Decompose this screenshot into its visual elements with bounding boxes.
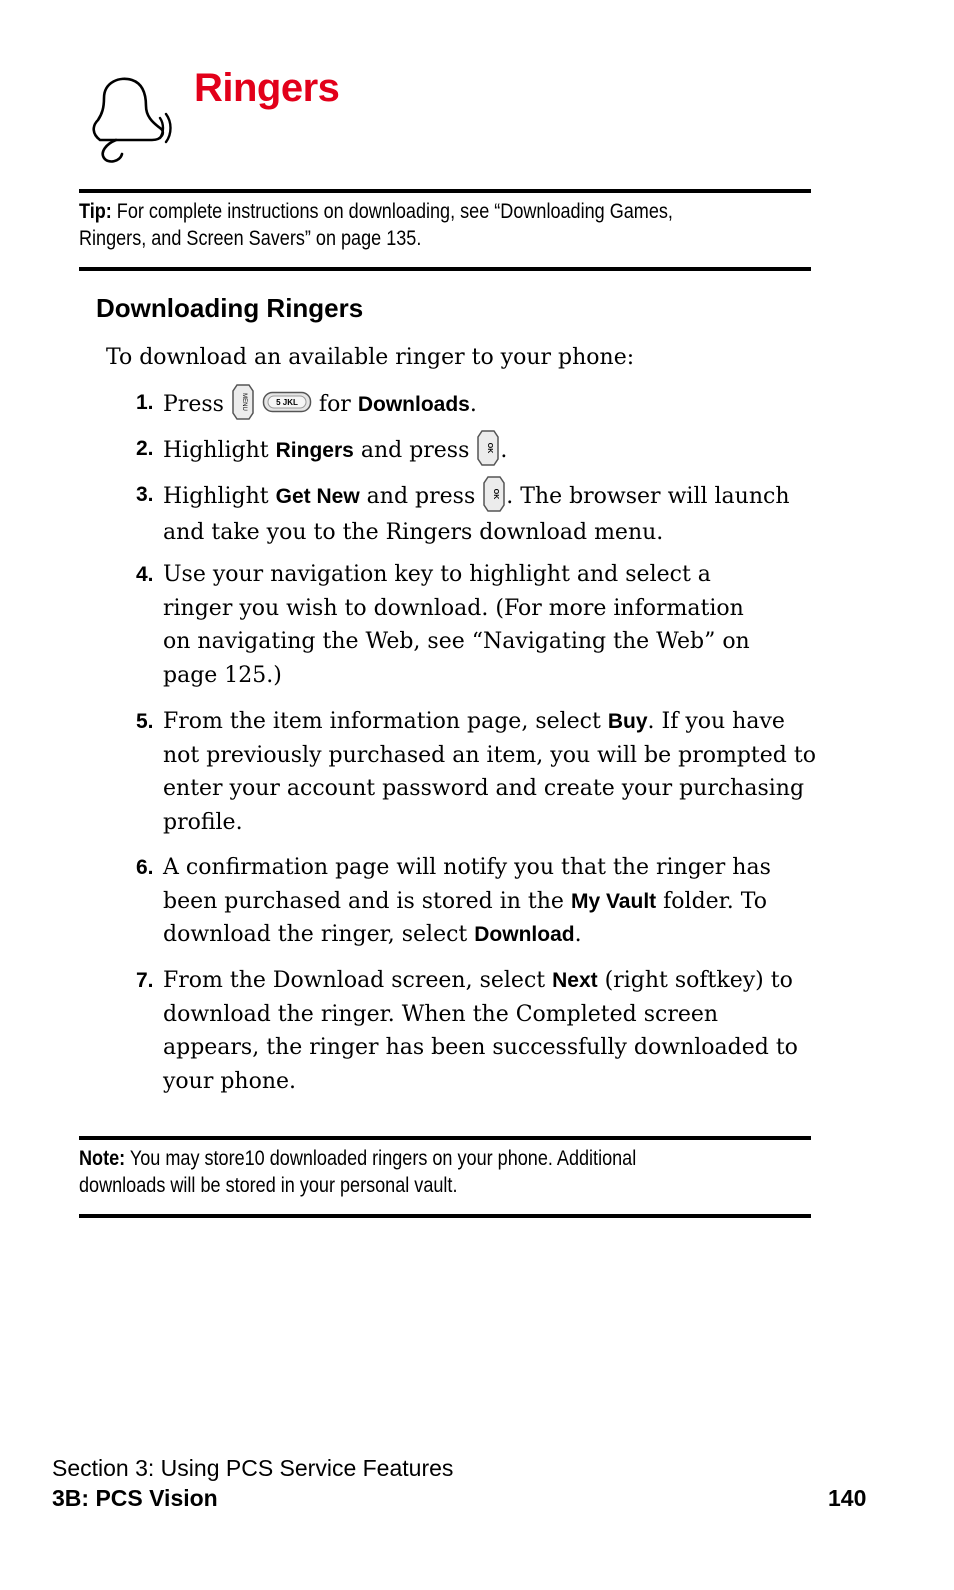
step-text: Press [163,392,224,417]
step-5 [136,705,816,839]
step-1 [136,386,816,424]
step-text: for [318,392,351,417]
tip-bottom-rule [79,267,811,271]
bell-icon [86,74,176,168]
footer-section: Section 3: Using PCS Service Features [52,1455,454,1481]
step-text: A confirmation page will notify you that the ringer has been purchased and is stored in the [163,855,771,914]
step-number: 5. [136,710,154,733]
note-bottom-rule [79,1214,811,1218]
tip-text: For complete instructions on downloading, see “Downloading Games, Ringers, and Screen Savers” on page 135. [79,200,673,250]
step-number: 6. [136,856,154,879]
note-label: Note: [79,1147,126,1170]
menu-key-label: MENU [240,393,247,411]
step-text: folder. To download the ringer, select [163,888,767,947]
step-text: and press [360,438,470,463]
tip-label: Tip: [79,200,112,223]
five-key-icon [262,391,312,413]
intro-text: To download an available ringer to your phone: [106,345,635,370]
step-text: . [574,922,582,947]
download-label: Download [474,923,575,946]
step-3 [136,478,816,550]
step-2 [136,432,816,470]
step-number: 3. [136,483,154,506]
step-number: 1. [136,391,154,414]
ok-key-label: OK [492,488,500,500]
five-key-label: 5 JKL [276,398,298,407]
step-text: . [500,438,508,463]
step-number: 2. [136,437,154,460]
step-text: . The browser will launch and take you to the Ringers download menu. [163,484,790,545]
step-7 [136,964,816,1098]
ok-key-icon [476,429,500,467]
ok-key-label: OK [486,442,494,454]
my-vault-label: My Vault [570,889,657,913]
step-number: 4. [136,563,154,586]
step-text: Highlight [163,438,269,463]
page-title: Ringers [194,66,340,110]
tip-top-rule [79,189,811,193]
note-text: You may store10 downloaded ringers on your phone. Additional downloads will be stored in your personal vault. [79,1147,637,1197]
get-new-label: Get New [275,485,360,508]
section-heading: Downloading Ringers [96,293,364,323]
step-text: . If you have not previously purchased an item, you will be prompted to enter your account password and create your purchasing profile. [163,709,816,835]
step-text: and press [366,484,476,509]
step-text: . [469,392,477,417]
buy-label: Buy [607,710,648,733]
page-number: 140 [828,1485,867,1511]
step-4 [136,558,816,692]
footer-chapter: 3B: PCS Vision [52,1485,218,1511]
ok-key-icon [482,475,506,513]
note-callout [79,1145,709,1199]
next-label: Next [552,969,598,992]
step-text: From the item information page, select [163,709,601,734]
tip-callout [79,198,709,252]
ringers-label: Ringers [275,439,354,462]
step-text: (right softkey) to download the ringer. When the Completed screen appears, the ringer has been successfully downloaded to your phone. [163,968,798,1094]
step-text: From the Download screen, select [163,968,546,993]
step-6 [136,851,816,952]
note-top-rule [79,1136,811,1140]
downloads-label: Downloads [357,393,470,416]
step-text: Highlight [163,484,269,509]
menu-key-icon [231,383,255,421]
step-text: Use your navigation key to highlight and select a ringer you wish to download. (For more information on navigating the Web, see “Navigating the Web” on page 125.) [163,562,750,688]
step-number: 7. [136,969,154,992]
